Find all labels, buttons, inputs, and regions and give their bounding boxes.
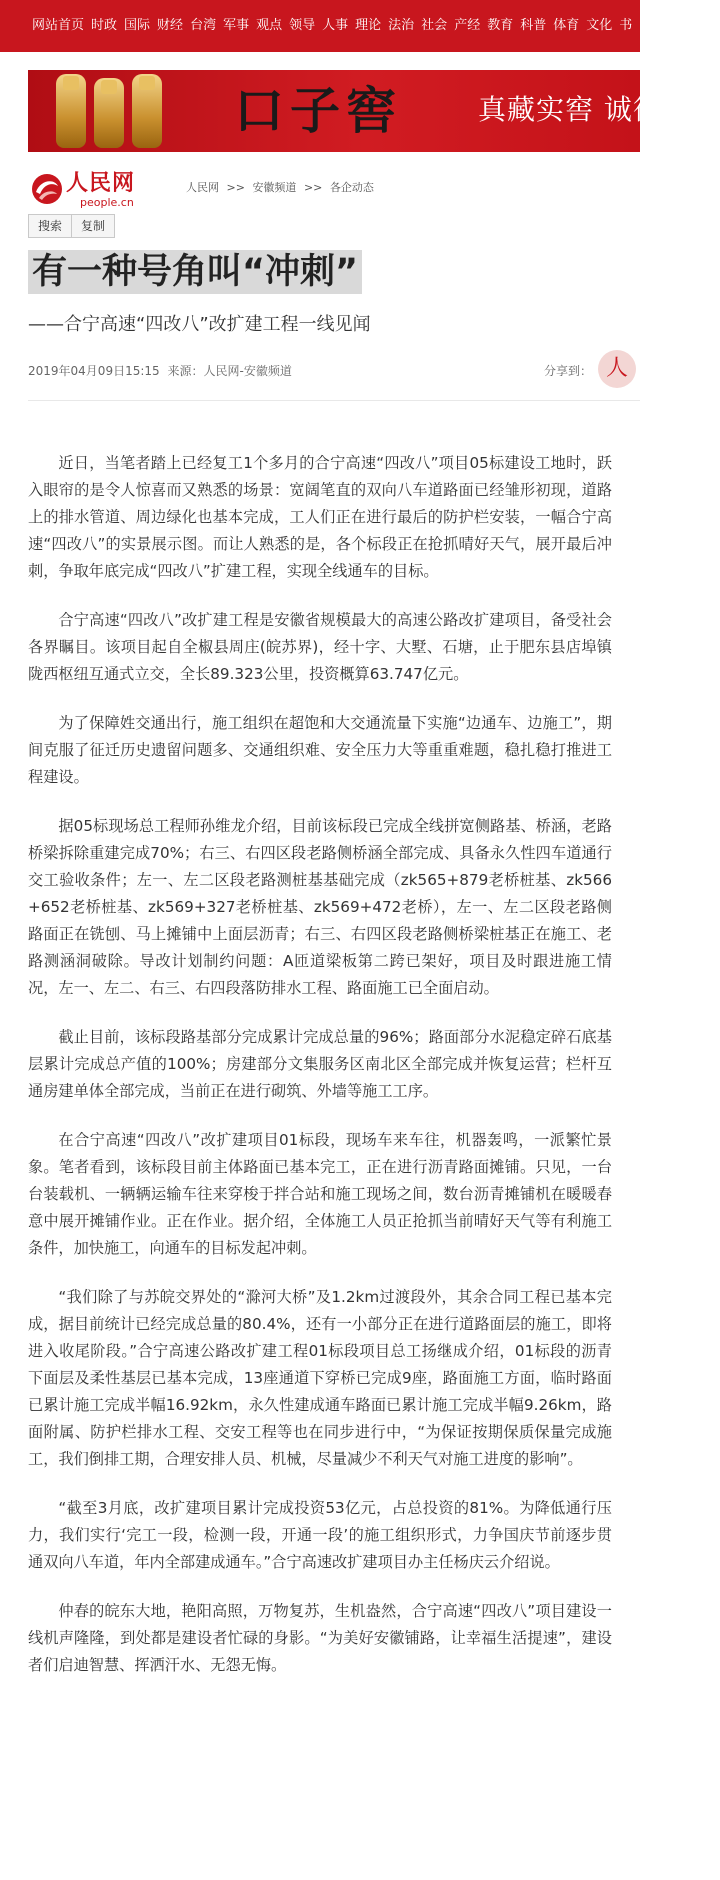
banner-ad[interactable] — [28, 70, 720, 152]
source-link[interactable]: 人民网-安徽频道 — [203, 364, 292, 378]
nav-item-taiwan[interactable]: 台湾 — [190, 18, 217, 33]
search-button[interactable]: 搜索 — [28, 214, 72, 238]
nav-item-culture[interactable]: 文化 — [586, 18, 613, 33]
breadcrumb-separator: >> — [226, 181, 245, 194]
nav-item-books[interactable]: 书 — [619, 18, 633, 33]
article-paragraph: 近日，当笔者踏上已经复工1个多月的合宁高速“四改八”项目05标建设工地时，跃入眼帘的是令人惊喜而又熟悉的场景：宽阔笔直的双向八车道路面已经雏形初现，道路上的排水管道、周边绿化也基本完成，工人们正在进行最后的防护栏安装，一幅合宁高速“四改八”的实景展示图。而让人熟悉的是，各个标段正在抢抓晴好天气，展开最后冲刺，争取年底完成“四改八”扩建工程，实现全线通车的目标。 — [28, 454, 612, 580]
nav-item-industry[interactable]: 产经 — [454, 18, 481, 33]
article-meta — [28, 362, 296, 380]
copy-button[interactable]: 复制 — [72, 214, 115, 238]
nav-item-politics[interactable]: 时政 — [91, 18, 118, 33]
divider — [28, 400, 640, 401]
article-paragraph: 仲春的皖东大地，艳阳高照，万物复苏，生机盎然，合宁高速“四改八”项目建设一线机声隆隆，到处都是建设者忙碌的身影。“为美好安徽铺路，让幸福生活提速”，建设者们启迪智慧、挥洒汗水、无怨无悔。 — [28, 1602, 612, 1674]
nav-item-opinion[interactable]: 观点 — [256, 18, 283, 33]
nav-item-home[interactable]: 网站首页 — [32, 18, 85, 33]
logo-domain: people.cn — [80, 196, 134, 209]
source-label: 来源： — [167, 364, 204, 378]
article-title: 有一种号角叫“冲刺” — [28, 250, 362, 294]
nav-item-law[interactable]: 法治 — [388, 18, 415, 33]
nav-item-leaders[interactable]: 领导 — [289, 18, 316, 33]
banner-brand: 口子窖 — [234, 81, 402, 140]
top-nav-bar — [0, 0, 640, 52]
liquor-bottle-icon — [132, 74, 162, 148]
nav-item-international[interactable]: 国际 — [124, 18, 151, 33]
article-paragraph: 截止目前，该标段路基部分完成累计完成总量的96%；路面部分水泥稳定碎石底基层累计完成总产值的100%；房建部分文集服务区南北区全部完成并恢复运营；栏杆互通房建单体全部完成，当前正在进行砌筑、外墙等施工工序。 — [28, 1028, 612, 1100]
liquor-bottle-icon — [94, 78, 124, 148]
nav-item-finance[interactable]: 财经 — [157, 18, 184, 33]
nav-item-society[interactable]: 社会 — [421, 18, 448, 33]
top-nav-list — [0, 0, 640, 52]
people-logo[interactable] — [30, 168, 140, 214]
share-label: 分享到： — [544, 364, 593, 378]
article-paragraph: “截至3月底，改扩建项目累计完成投资53亿元，占总投资的81%。为降低通行压力，我们实行‘完工一段，检测一段，开通一段’的施工组织形式，力争国庆节前逐步贯通双向八车道，年内全部建成通车。”合宁高速改扩建项目办主任杨庆云介绍说。 — [28, 1499, 612, 1571]
banner-slogan: 真藏实窖 诚待天下 — [478, 93, 720, 126]
breadcrumb-link-anhui[interactable]: 安徽频道 — [252, 181, 297, 194]
nav-item-personnel[interactable]: 人事 — [322, 18, 349, 33]
article-paragraph: 在合宁高速“四改八”改扩建项目01标段，现场车来车往，机器轰鸣，一派繁忙景象。笔者看到，该标段目前主体路面已基本完工，正在进行沥青路面摊铺。只见，一台台装载机、一辆辆运输车往来穿梭于拌合站和施工现场之间，数台沥青摊铺机在暖暖春意中展开摊铺作业。正在作业。据介绍，全体施工人员正抢抓当前晴好天气等有利施工条件，加快施工，向通车的目标发起冲刺。 — [28, 1131, 612, 1257]
nav-item-theory[interactable]: 理论 — [355, 18, 382, 33]
share-people-icon[interactable]: 人 — [598, 350, 636, 388]
breadcrumb-link-people[interactable]: 人民网 — [186, 181, 219, 194]
article-paragraph: “我们除了与苏皖交界处的“滁河大桥”及1.2km过渡段外，其余合同工程已基本完成，据目前统计已经完成总量的80.4%，还有一小部分正在进行道路面层的施工，即将进入收尾阶段。”合宁高速公路改扩建工程01标段项目总工扬继成介绍，01标段的沥青下面层及柔性基层已基本完成，13座通道下穿桥已完成9座，路面施工方面，临时路面已累计施工完成半幅16.92km，永久性建成通车路面已累计施工完成半幅9.26km，路面附属、防护栏排水工程、交安工程等也在同步进行中，“为保证按期保质保量完成施工，我们倒排工期，合理安排人员、机械，尽量减少不利天气对施工进度的影响”。 — [28, 1288, 612, 1468]
nav-item-military[interactable]: 军事 — [223, 18, 250, 33]
article-paragraph: 合宁高速“四改八”改扩建工程是安徽省规模最大的高速公路改扩建项目，备受社会各界瞩目。该项目起自全椒县周庄(皖苏界)，经十字、大墅、石塘，止于肥东县店埠镇陇西枢纽互通式立交，全长89.323公里，投资概算63.747亿元。 — [28, 611, 612, 683]
nav-item-education[interactable]: 教育 — [487, 18, 514, 33]
nav-item-sports[interactable]: 体育 — [553, 18, 580, 33]
article-body — [28, 450, 612, 1701]
breadcrumb — [186, 180, 378, 196]
tool-buttons — [28, 214, 115, 238]
article-subtitle: ——合宁高速“四改八”改扩建工程一线见闻 — [28, 314, 371, 335]
publish-datetime: 2019年04月09日15:15 — [28, 364, 160, 378]
breadcrumb-link-companies[interactable]: 各企动态 — [329, 181, 374, 194]
liquor-bottle-icon — [56, 74, 86, 148]
logo-name: 人民网 — [66, 170, 136, 196]
article-paragraph: 据05标现场总工程师孙维龙介绍，目前该标段已完成全线拼宽侧路基、桥涵，老路桥梁拆除重建完成70%；右三、右四区段老路侧桥涵全部完成、具备永久性四车道通行交工验收条件；左一、左二区段老路测桩基基础完成（zk565+879老桥桩基、zk566+652老桥桩基、zk569+327老桥桩基、zk569+472老桥），左一、左二区段老路侧路面正在铣刨、马上摊铺中上面层沥青；右三、右四区段老路侧桥梁桩基正在施工、老路测涵洞破除。导改计划制约问题：A匝道梁板第二跨已架好，项目及时跟进施工情况，左一、左二、右三、右四段落防排水工程、路面施工已全面启动。 — [28, 817, 612, 997]
logo-swirl-icon — [30, 172, 64, 206]
breadcrumb-separator: >> — [303, 181, 323, 194]
article-paragraph: 为了保障姓交通出行，施工组织在超饱和大交通流量下实施“边通车、边施工”，期间克服了征迁历史遗留问题多、交通组织难、安全压力大等重重难题，稳扎稳打推进工程建设。 — [28, 714, 612, 786]
nav-item-science[interactable]: 科普 — [520, 18, 547, 33]
